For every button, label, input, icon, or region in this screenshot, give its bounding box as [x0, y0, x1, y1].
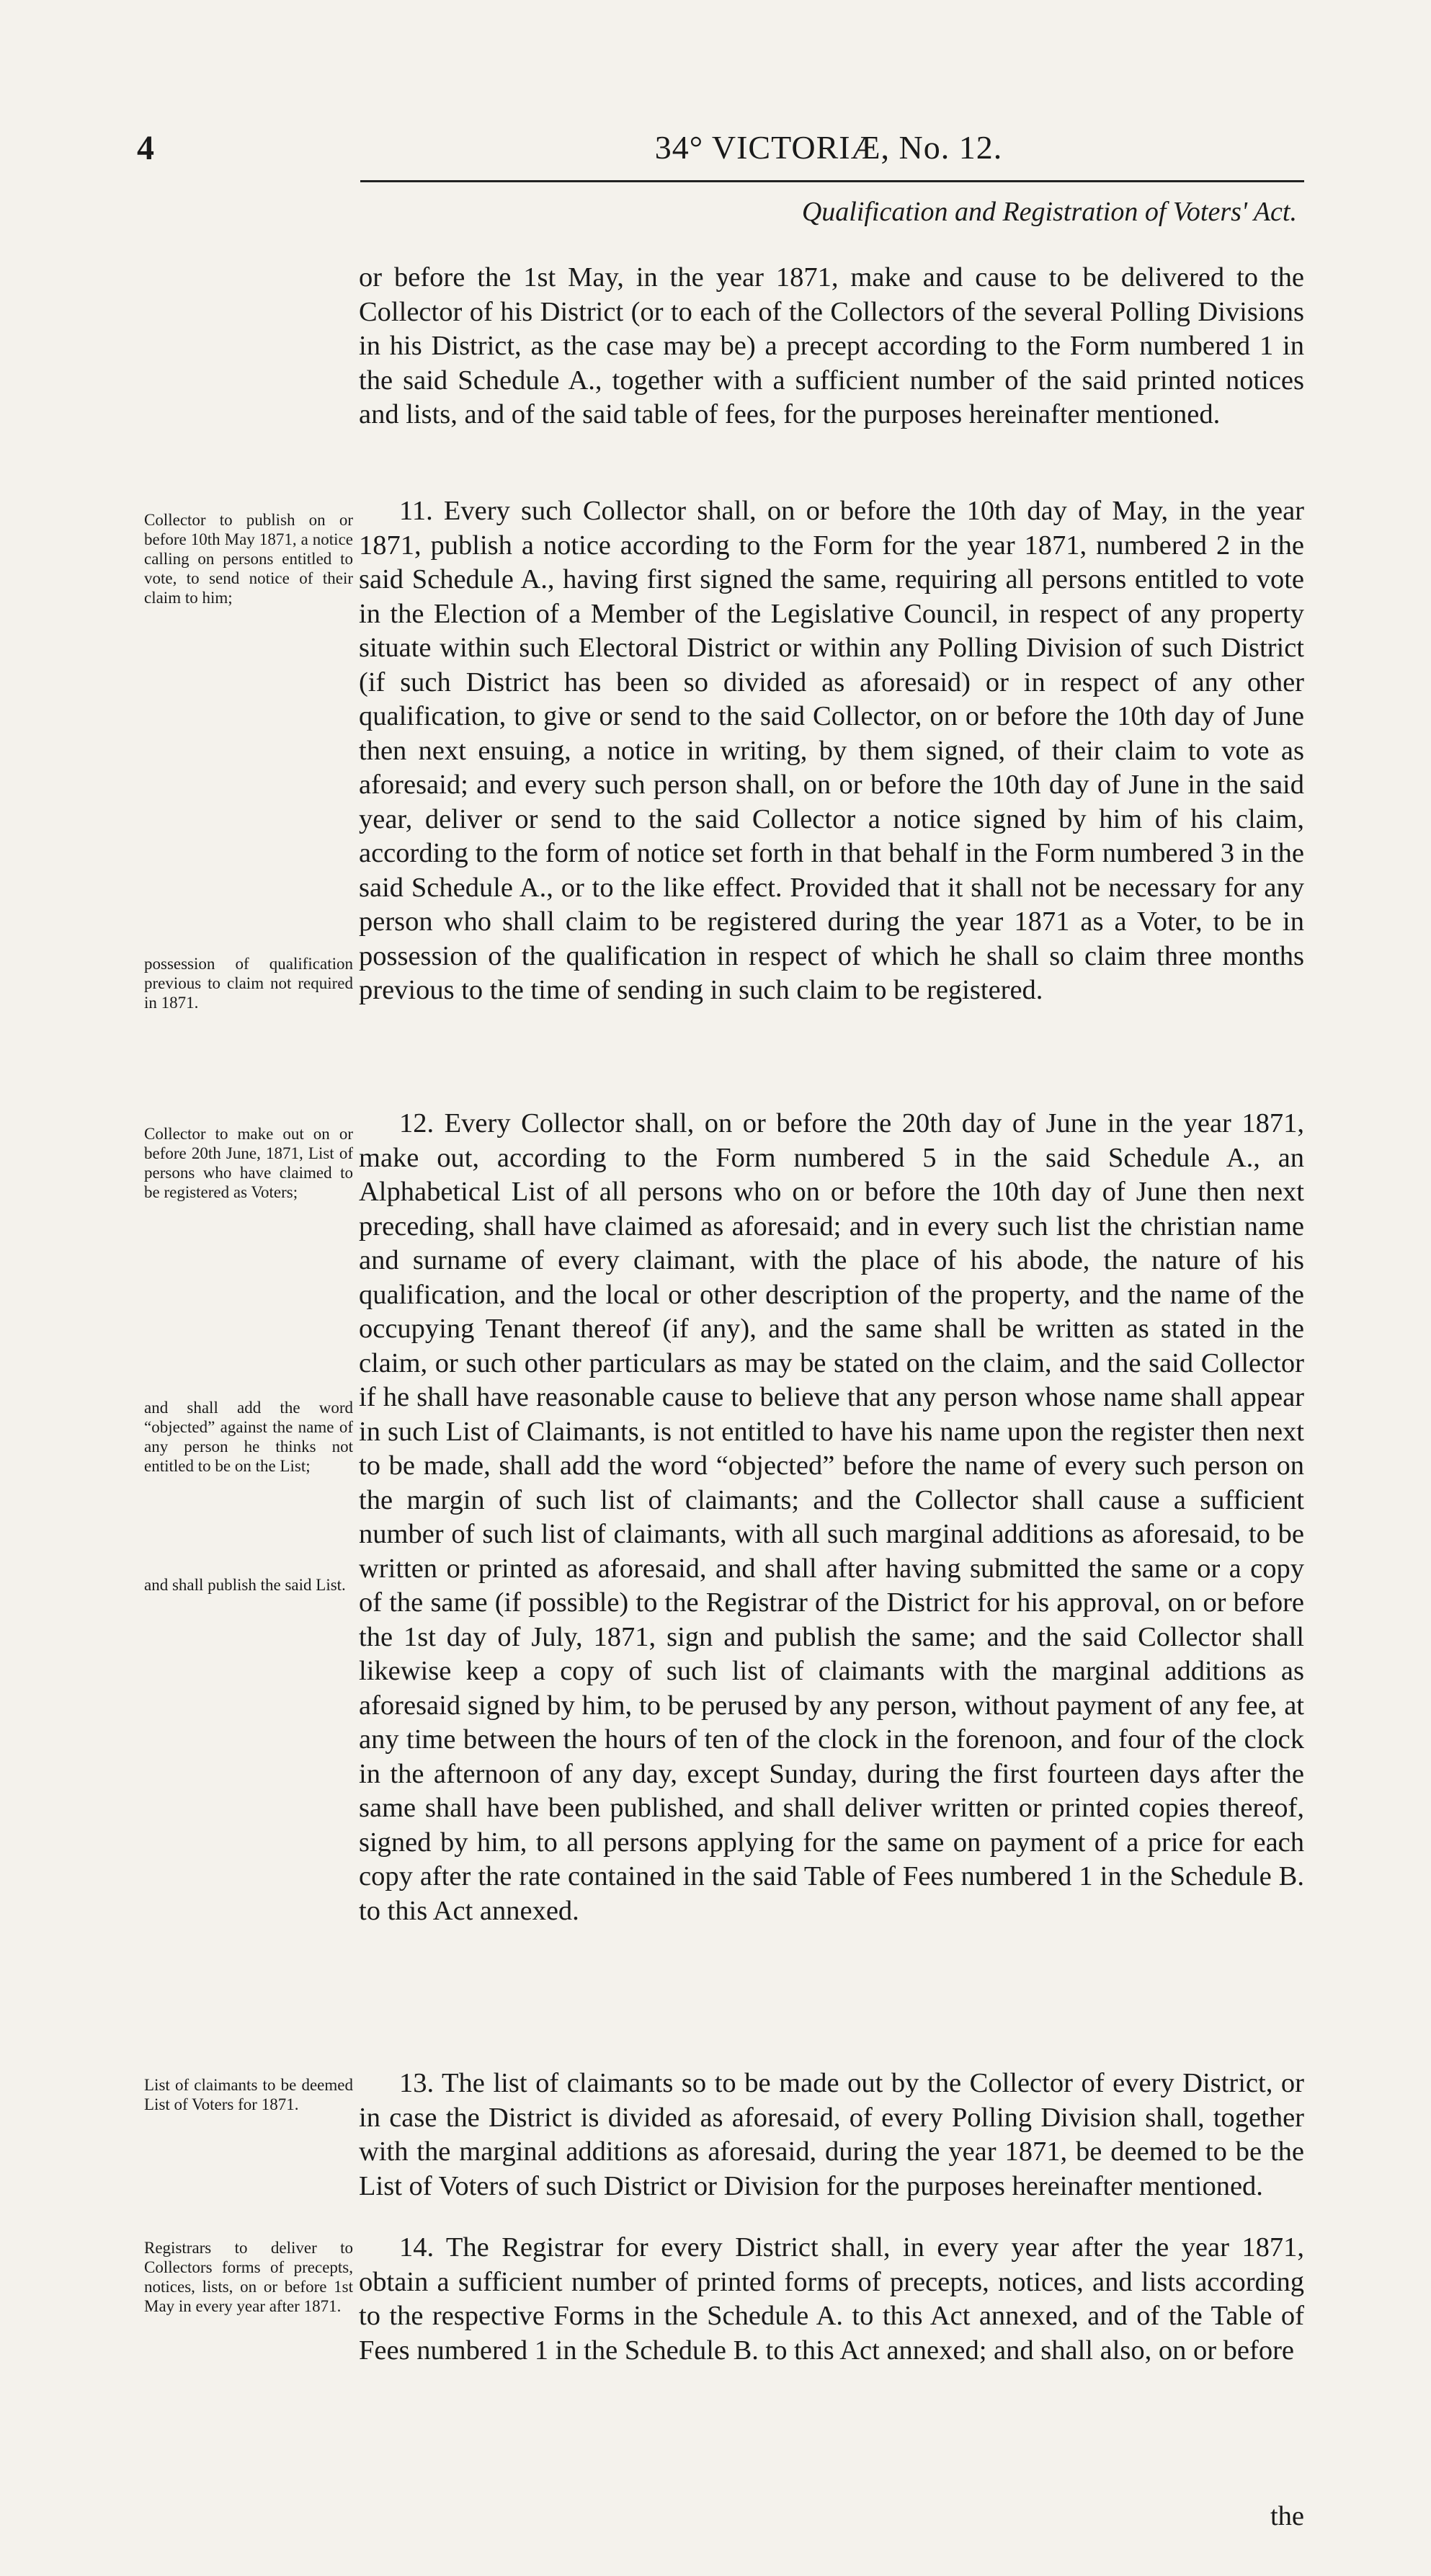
- margin-note-objected: and shall add the word “objected” against the name of any person he thinks not entitled to be on the List;: [144, 1399, 353, 1475]
- running-title: 34° VICTORIÆ, No. 12.: [654, 129, 1003, 166]
- paragraph-continuation: or before the 1st May, in the year 1871, make and cause to be delivered to the Collector of his District (or to each of the Collectors of the several Polling Divisions in his District, as the case may be) a precept according to the Form numbered 1 in the said Schedule A., together with a sufficient number of the said printed notices and lists, and of the said table of fees, for the purposes hereinafter mentioned.: [359, 262, 1304, 429]
- paragraph-section-11: 11. Every such Collector shall, on or before the 10th day of May, in the year 1871, publish a notice according to the Form for the year 1871, numbered 2 in the said Schedule A., having first signed the same, requiring all persons entitled to vote in the Election of a Member of the Legislative Council, in respect of any property situate within such Electoral District or within any Polling Division of such District (if such District has been so divided as aforesaid) or in respect of any other qualification, to give or send to the said Collector, on or before the 10th day of June then next ensuing, a notice in writing, by them signed, of their claim to vote as aforesaid; and every such person shall, on or before the 10th day of June in the said year, deliver or send to the said Collector a notice signed by him of his claim, according to the form of notice set forth in that behalf in the Form numbered 3 in the said Schedule A., or to the like effect. Provided that it shall not be necessary for any person who shall claim to be registered during the year 1871 as a Voter, to be in possession of the qualification in respect of which he shall so claim three months previous to the time of sending in such claim to be registered.: [359, 496, 1304, 1005]
- act-subtitle: Qualification and Registration of Voters' Act.: [801, 197, 1297, 227]
- paragraph-section-14: 14. The Registrar for every District shall, in every year after the year 1871, obtain a sufficient number of printed forms of precepts, notices, and lists according to the respective Forms in the Schedule A. to this Act annexed, and of the Table of Fees numbered 1 in the Schedule B. to this Act annexed; and shall also, on or before: [359, 2232, 1304, 2366]
- paragraph-section-13: 13. The list of claimants so to be made out by the Collector of every District, or in case the District is divided as aforesaid, of every Polling Division shall, together with the marginal additions as aforesaid, during the year 1871, be deemed to be the List of Voters of such District or Division for the purposes hereinafter mentioned.: [359, 2068, 1304, 2201]
- catchword: the: [1270, 2501, 1304, 2531]
- margin-note-registrars: Registrars to deliver to Collectors forms of precepts, notices, lists, on or before 1st May in every year after 1871.: [144, 2239, 353, 2315]
- margin-note-collector-list: Collector to make out on or before 20th June, 1871, List of persons who have claimed to be registered as Voters;: [144, 1125, 353, 1201]
- margin-note-list-of-voters: List of claimants to be deemed List of Voters for 1871.: [144, 2076, 353, 2113]
- margin-note-collector-publish: Collector to publish on or before 10th May 1871, a notice calling on persons entitled to vote, to send notice of their claim to him;: [144, 511, 353, 607]
- margin-note-possession: possession of qualification previous to claim not required in 1871.: [144, 955, 353, 1012]
- margin-note-publish-list: and shall publish the said List.: [144, 1576, 346, 1594]
- page-number: 4: [137, 129, 154, 167]
- header-rule: [360, 180, 1304, 182]
- paragraph-section-12: 12. Every Collector shall, on or before the 20th day of June in the year 1871, make out, according to the Form numbered 5 in the said Schedule A., an Alphabetical List of all persons who on or before the 10th day of June then next preceding, shall have claimed as aforesaid; and in every such list the christian name and surname of every claimant, with the place of his abode, the nature of his qualification, and the local or other description of the property, and the name of the occupying Tenant thereof (if any), and the same shall be written as stated in the claim, or such other particulars as may be stated on the claim, and the said Collector if he shall have reasonable cause to believe that any person whose name shall appear in such List of Claimants, is not entitled to have his name upon the register then next to be made, shall add the word “objected” before the name of every such person on the margin of such list of claimants; and the Collector shall cause a sufficient number of such list of claimants, with all such marginal additions as aforesaid, to be written or printed as aforesaid, and shall after having submitted the same or a copy of the same (if possible) to the Registrar of the District for his approval, on or before the 1st day of July, 1871, sign and publish the same; and the said Collector shall likewise keep a copy of such list of claimants with the marginal additions as aforesaid signed by him, to be perused by any person, without payment of any fee, at any time between the hours of ten of the clock in the forenoon, and four of the clock in the afternoon of any day, except Sunday, during the first fourteen days after the same shall have been published, and shall deliver written or printed copies thereof, signed by him, to all persons applying for the same on payment of a price for each copy after the rate contained in the said Table of Fees numbered 1 in the Schedule B. to this Act annexed.: [359, 1108, 1304, 1926]
